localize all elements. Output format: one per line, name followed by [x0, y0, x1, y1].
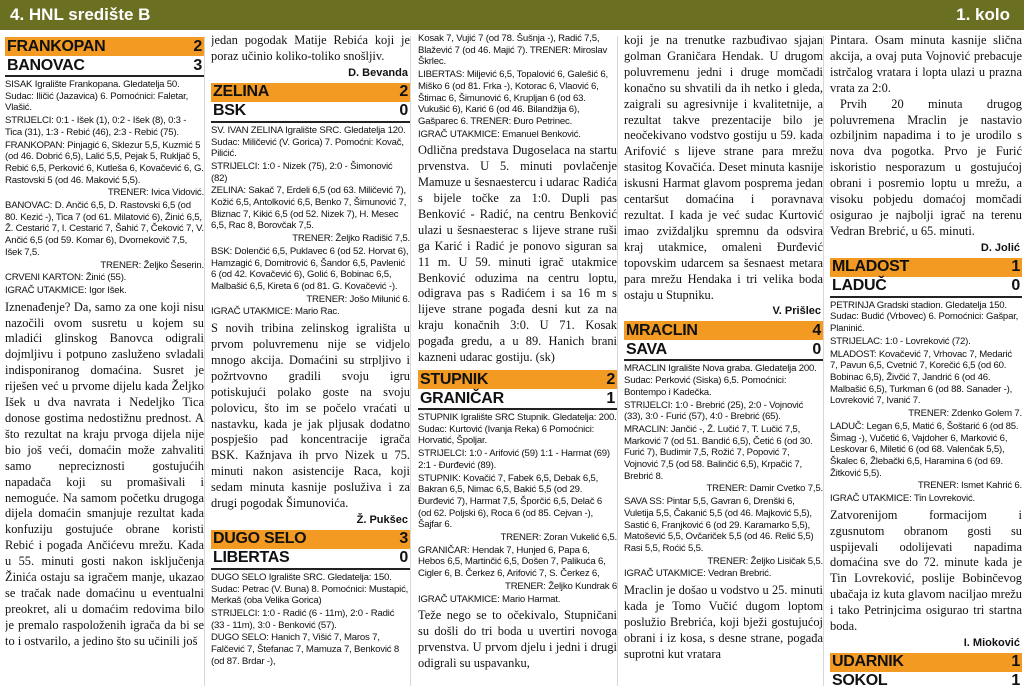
lineup-home: ZELINA: Sakač 7, Erdeli 6,5 (od 63. Miličević 7), Kožić 6,5, Antolković 6,5, Benko 7, Šimunović 7, Bliznac 7, Kikić 6,5 (od 52. Nizek 7), H. Mesec 6,5, Rac 8, Borovčak 7,5.	[211, 185, 407, 232]
match-report-box	[211, 125, 410, 318]
column-5	[830, 33, 1022, 689]
away-score: 0	[399, 549, 408, 567]
author-signature: Ž. Pukšec	[356, 513, 408, 526]
coach-home: TRENER: Damir Cvetko 7,5.	[706, 483, 823, 495]
player-of-match: IGRAČ UTAKMICE: Mario Rac.	[211, 306, 340, 318]
home-team: MLADOST	[832, 258, 910, 276]
home-team: DUGO SELO	[213, 530, 307, 548]
match-away-row	[624, 340, 823, 361]
column-4	[624, 33, 823, 689]
match-report-box	[418, 33, 617, 140]
coach-away: TRENER: Jošo Milunić 6.	[306, 293, 410, 305]
home-score: 1	[1011, 258, 1020, 276]
match-report-box	[830, 300, 1022, 505]
away-team: SOKOL	[832, 672, 888, 689]
away-score: 0	[399, 102, 408, 120]
scorers-line: STRIJELCI: 1:0 - Brebrić (25), 2:0 - Vojnović (33), 3:0 - Furić (57), 4:0 - Brebrić (65).	[624, 399, 804, 423]
article-paragraph: Odlična predstava Dugoselaca na startu prvenstva. U 5. minuti povlačenje Mamuze u šesnaestercu i udarac Radića s bijele točke za 1:0. Dupli pas Benković - Radić, na centru Benković ulazi u šesnaesterac s lijeve strane ruši ga Karić i Radić je ponovo siguran sa 11 m. U 59. minuti igrač utakmice Benković oduzima na centru loptu, odigrava pas s Radićem i sa 16 m s lijeve strane pogađa desni kut za na kraju konačnih 3:0. U 71. Kosak pogađa gredu, a u 89. Hanich brani kazneni udarac gostiju. (sk)	[418, 143, 617, 365]
home-score: 1	[1011, 653, 1020, 671]
scorers-line: STRIJELCI: 1:0 - Arifović (59) 1:1 - Harmat (69) 2:1 - Đurđević (89).	[418, 448, 610, 471]
article-paragraph: jedan pogodak Matije Rebića koji je poraz učinio koliko-toliko snošljiv.	[211, 33, 410, 63]
match-away-row	[211, 102, 410, 123]
coach-away: TRENER: Željko Šeserin.	[100, 259, 204, 271]
article-paragraph: Teže nego se to očekivalo, Stupničani su došli do tri boda u uvertiri novoga prvenstva. U prvom djelu i jedni i drugi odigrali su uspavanku,	[418, 608, 617, 670]
section-header	[0, 0, 1024, 30]
player-of-match: IGRAČ UTAKMICE: Vedran Brebrić.	[624, 568, 772, 580]
match-away-row	[418, 389, 617, 410]
coach-home: TRENER: Zoran Vukelić 6,5.	[500, 532, 617, 544]
column-1	[5, 33, 204, 689]
match-home-row	[211, 83, 410, 102]
scorers-line: STRIJELCI: 1:0 - Radić (6 - 11m), 2:0 - Radić (33 - 11m), 3:0 - Benković (57).	[211, 608, 395, 631]
venue-line: DUGO SELO Igralište SRC. Gledatelja: 150. Sudac: Petrac (V. Buna) 8. Pomoćnici: Mustapić, Merkaš (oba Velika Gorica)	[211, 571, 409, 607]
article-paragraph: Mraclin je došao u vodstvo u 25. minuti kada je Tomo Vučić dugom loptom poslužio Brebrića, koji bježi gostujućoj obrani i iz kosa, s desne strane, pogađa suprotni kut vratara	[624, 583, 823, 661]
article-paragraph: koji je na trenutke razbuđivao sjajan golman Graničara Hendak. U drugom poluvremenu jedni i druge momčadi konačno su shvatili da ih netko i gleda, zaigrali su agresivnije i kvalitetnije, a rezultat takve prezentacije bilo je neočekivano vodstvo gostiju u 59. kada Arifović s lijeve strane para mrežu stasitog Kovačića. Deset minuta kasnije iskusni Harmat glavom posprema jedan centaršut domaćina i poravnava rezultat. I kada je već sudac Kurtović imao zviždaljku spremnu da odsvira kraj utakmice, omaleni Đurđević topovskim udarcem sa šesnaest metara para mrežu Hendaka i tri velika boda ostaju u Stupniku.	[624, 33, 823, 302]
lineup-away: BSK: Dolenčić 6,5, Puklavec 6 (od 52. Horvat 6), Hamzagić 6, Domitrović 6, Šandor 6,5, Pavlenić 6 (od 42. Kovačević 6), Golić 6, Bobinac 6,5, Malbašić 6,5, Kireta 6 (od 81. G. Kovačević -).	[211, 245, 409, 292]
lineup-away: SAVA SS: Pintar 5,5, Gavran 6, Drenški 6, Vuletija 5,5, Čakanić 5,5 (od 46. Majković 5,5), Sastić 6, Franjković 6 (od 29. Karamarko 5,5), Matošević 5,5, Ovčariček 5,5 (od 46. Relić 5,5) Rasi 5,5, Roćić 5,5.	[624, 496, 814, 554]
red-card-line: CRVENI KARTON: Žinić (55).	[5, 272, 127, 284]
coach-home: TRENER: Zdenko Golem 7.	[908, 408, 1022, 420]
away-score: 1	[606, 389, 615, 407]
home-score: 4	[812, 321, 821, 339]
match-home-row	[830, 653, 1022, 672]
lineup-away: BANOVAC: D. Ančić 6,5, D. Rastovski 6,5 (od 80. Kezić -), Tica 7 (od 61. Milatović 6), Žinić 6,5, Ž. Cestarić 7, I. Cestarić 7, Šahić 7, Čeković 7, V. Ančić 6,5 (od 59. Komar 6), Dvornekovič 7,5, Išek 7,5.	[5, 200, 204, 258]
column-2	[211, 33, 410, 689]
column-3	[418, 33, 617, 689]
away-team: GRANIČAR	[420, 389, 504, 407]
match-home-row	[624, 321, 823, 340]
home-team: ZELINA	[213, 83, 269, 101]
scorers-line: STRIJELAC: 1:0 - Lovreković (72).	[830, 335, 971, 347]
article-paragraph: Prvih 20 minuta drugog poluvremena Mraclin je nastavio ozbiljnim napadima i to je urodilo s nova dva pogotka. Prvo je Furić iskoristio nesporazum u gostujućoj obrani i posremio loptu u mrežu, a visoku pobjedu domaćoj momčadi osigurao je najbolji igrač na terenu Vedran Brebrić, u 65. minuti.	[830, 96, 1022, 238]
lineup-home: FRANKOPAN: Pinjagić 6, Sklezur 5,5, Kuzmić 5 (od 46. Dobrić 6,5), Lalić 5,5, Pejak 5, Rukljač 5, Rebić 6,5, Perković 6, Kutleša 6, Kovačević 6, G. Rastovski 5 (od 46. Maković 5,5).	[5, 139, 204, 186]
away-score: 3	[193, 56, 202, 74]
match-home-row	[211, 530, 410, 549]
scorers-line: STRIJELCI: 1:0 - Nizek (75), 2:0 - Šimonović (82)	[211, 160, 393, 184]
player-of-match: IGRAČ UTAKMICE: Mario Harmat.	[418, 593, 561, 605]
player-of-match: IGRAČ UTAKMICE: Emanuel Benković.	[418, 128, 581, 140]
home-score: 3	[399, 530, 408, 548]
article-paragraph: Pintara. Osam minuta kasnije slična akcija, a ovaj puta Vojnović prebacuje istrčalog vratara i lopta ulazi u prazna vrata za 2:0.	[830, 33, 1022, 95]
venue-line: MRACLIN Igralište Nova graba. Gledatelja 200. Sudac: Perković (Siska) 6,5. Pomoćnici: Bontempo i Kadečka.	[624, 363, 817, 398]
home-score: 2	[193, 37, 202, 55]
match-away-row	[830, 277, 1022, 298]
lineup-home: MRACLIN: Jančić -, Ž. Lučić 7, T. Lučić 7,5, Marković 7 (od 51. Bandić 6,5), Četić 6 (od 30. Furić 7), Budimir 7,5, Rožić 7, Popović 7, Vojnović 7,5 (od 58. Balinčić 6,5), Krpačić 7, Brebrić 8.	[624, 423, 813, 482]
round-label: 1. kolo	[956, 5, 1010, 24]
away-score: 1	[1011, 672, 1020, 689]
home-team: FRANKOPAN	[7, 37, 106, 55]
match-home-row	[830, 258, 1022, 277]
match-away-row	[5, 56, 204, 77]
match-report-box	[624, 363, 823, 580]
coach-home: TRENER: Ivica Vidović.	[107, 187, 204, 199]
match-report-box	[5, 79, 204, 297]
venue-line: SV. IVAN ZELINA Igralište SRC. Gledatelja 120. Sudac: Miličević (V. Gorica) 7. Pomoćni: Kovač, Pilićić.	[211, 124, 406, 160]
home-score: 2	[606, 370, 615, 388]
home-team: MRACLIN	[626, 321, 698, 339]
venue-line: PETRINJA Gradski stadion. Gledatelja 150. Sudac: Budić (Vrbovec) 6. Pomoćnici: Gašpar, Planinić.	[830, 299, 1019, 335]
scorers-line: STRIJELCI: 0:1 - Išek (1), 0:2 - Išek (8), 0:3 - Tica (31), 1:3 - Rebić (46), 2:3 - Rebić (75).	[5, 115, 187, 138]
match-home-row	[5, 37, 204, 56]
venue-line: STUPNIK Igralište SRC Stupnik. Gledatelja: 200. Sudac: Kurtović (Ivanja Reka) 6 Pomoćnici: Horvatić, Špoljar.	[418, 412, 617, 447]
author-signature: V. Prišlec	[772, 305, 821, 318]
lineup-home: DUGO SELO: Hanich 7, Višić 7, Maros 7, Falčević 7, Štefanac 7, Mamuza 7, Benković 8 (od 87. Brdar -),	[211, 632, 399, 667]
match-report-box	[418, 412, 617, 605]
coach-away: TRENER: Željko Lisičak 5,5.	[707, 555, 823, 567]
match-away-row	[830, 672, 1022, 689]
article-paragraph: S novih tribina zelinskog igrališta u prvom poluvremenu nije se vidjelo mnogo akcija. Domaćini su strpljivo i požrtvovno gradili svoju igru potiskujući polako goste na svoju polovicu, što im se počelo vraćati u nastavku, kada je jak pljusak dodatno pospješio pad koncentracije igrača BSK. Kažnjava ih prvo Nizek u 75. minuti nakon asistencije Raca, koji sedam minuta kasnije posluživa i za drugi pogodak Šimunovića.	[211, 321, 410, 511]
home-team: UDARNIK	[832, 653, 904, 671]
article-page	[0, 33, 1024, 689]
article-paragraph: Iznenađenje? Da, samo za one koji nisu nazočili ovom susretu u kojem su mladići glinskog Banovca odigrali dojmljivu i potpuno zasluženo svladali indisponiranog domaćina. Susret je riješen već u prvome dijelu kada Željko Išek u dva navrata i Nedeljko Tica donose gostima nedostižnu prednost. A što rezultat na kraju prvoga dijela nije bio još veći, domaćin može zahvaliti samo nepreciznosti gostujućih napadača koji su promašivali i nemoguće. Na samom početku drugoga dijela domaćin smanjuje rezultat kada konfuziju gostujuće obrane koristi Rebić i pogađa Ančićevu mrežu. Kada u 55. minuti gosti nakon isključenja Žinića ostaju sa igračem manje, ukazao se tračak nade domaćinu u eventualni preokret, ali u domaćim redovima bilo je premalo raspoloženih igrača da bi se to i ostvarilo, a jedino što su učinili još	[5, 299, 204, 648]
away-team: LADUČ	[832, 277, 887, 295]
author-signature: D. Jolić	[980, 241, 1020, 254]
venue-line: SISAK Igralište Frankopana. Gledatelja 50. Sudac: Iličić (Jazavica) 6. Pomoćnici: Faletar, Vlašić.	[5, 79, 189, 114]
player-of-match: IGRAČ UTAKMICE: Igor Išek.	[5, 284, 127, 296]
coach-away: TRENER: Željko Kundrak 6	[505, 580, 617, 592]
section-title: 4. HNL središte B	[10, 5, 151, 24]
match-home-row	[418, 370, 617, 389]
lineup-away: LADUČ: Legan 6,5, Matić 6, Šoštarić 6 (od 85. Šimag -), Vučetić 6, Vajdoher 6, Marković 6, Leskovar 6, Miletić 6 (od 68. Valenčak 5,5), Škalec 6, Žlebački 6,5, Haramina 6 (od 69. Žitković 5,5).	[830, 420, 1019, 479]
lineup-continued: Kosak 7, Vujić 7 (od 78. Šušnja -), Radić 7,5, Blažević 7 (od 46. Majić 7). TRENER: Miroslav Škrlec.	[418, 33, 608, 68]
player-of-match: IGRAČ UTAKMICE: Tin Lovreković.	[830, 493, 976, 505]
author-signature: I. Mioković	[963, 636, 1020, 649]
lineup-home: MLADOST: Kovačević 7, Vrhovac 7, Medarić 7, Pavun 6,5, Cvetnić 7, Korečić 6,5 (od 60. Bobinac 6,5), Živčić 7, Jandrić 6 (od 46. Malbašić 6,5), Turkman 6 (od 88. Sanader -), Lovreković 7, Ivanić 7.	[830, 348, 1013, 407]
away-team: SAVA	[626, 340, 667, 358]
lineup-away: LIBERTAS: Miljević 6,5, Topalović 6, Galešić 6, Miško 6 (od 81. Frka -), Kotorac 6, Vlaović 6, Štimac 6, Šimunović 6, Krupljan 6 (od 63. Vukušić 6), Karić 6 (od 46. Bilandžija 6), Gašparec 6. TRENER: Đuro Petrinec.	[418, 69, 609, 127]
author-signature: D. Bevanda	[348, 66, 408, 79]
lineup-away: GRANIČAR: Hendak 7, Hunjed 6, Papa 6, Hebos 6,5, Martinčić 6,5, Došen 7, Palikuća 6, Cigler 6, B. Čerkez 6, Arifović 7, S. Čerkez 6,	[418, 544, 606, 580]
coach-home: TRENER: Željko Radišić 7,5.	[292, 233, 410, 245]
away-team: LIBERTAS	[213, 549, 290, 567]
match-report-box	[211, 572, 410, 668]
article-paragraph: Zatvorenijom formacijom i zgusnutom obranom gosti su uspijevali odolijevati napadima domaćina sve do 72. minute kada je Tin Lovreković, poslije Bobinčevog ubačaja iz kuta glavom naciljao mrežu i tako Petrinjcima osigurao tri startna boda.	[830, 507, 1022, 634]
home-team: STUPNIK	[420, 370, 489, 388]
lineup-home: STUPNIK: Kovačić 7, Fabek 6,5, Debak 6,5, Bakran 6,5, Nimac 6,5, Bakić 5,5 (od 29. Đurđević 7), Harmat 7,5, Šporčić 6,5, Delač 6 (od 62. Poljski 6), Roca 6 (od 85. Cejvan -), Šajfar 6.	[418, 472, 603, 531]
match-away-row	[211, 549, 410, 570]
away-team: BANOVAC	[7, 56, 85, 74]
home-score: 2	[399, 83, 408, 101]
away-score: 0	[812, 340, 821, 358]
away-score: 0	[1011, 277, 1020, 295]
coach-away: TRENER: Ismet Kahrić 6.	[917, 480, 1022, 492]
away-team: BSK	[213, 102, 246, 120]
